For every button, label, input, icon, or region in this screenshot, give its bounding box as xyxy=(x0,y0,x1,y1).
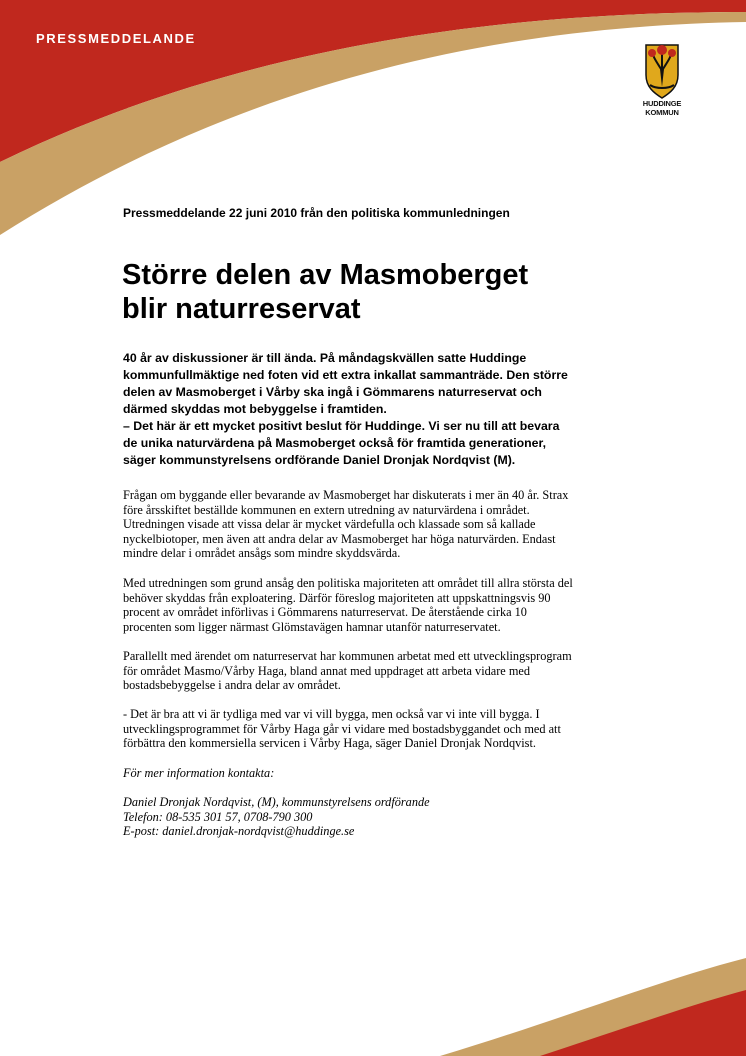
contact-heading-text: För mer information kontakta: xyxy=(123,766,275,780)
lead-line: de unika naturvärdena på Masmoberget också för framtida generationer, xyxy=(123,436,546,450)
lead-line: – Det här är ett mycket positivt beslut för Huddinge. Vi ser nu till att bevara xyxy=(123,419,560,433)
page-title xyxy=(122,258,642,326)
contact-phone: Telefon: 08-535 301 57, 0708-790 300 xyxy=(123,809,313,824)
body-line: bostadsbebyggelse i andra delar av området. xyxy=(123,678,341,693)
lead-line: därmed skyddas mot bebyggelse i framtiden. xyxy=(123,402,387,416)
contact-name: Daniel Dronjak Nordqvist, (M), kommunstyrelsens ordförande xyxy=(123,795,430,809)
body-line: Utredningen visade att vissa delar är mycket värdefulla och klassade som så kallade xyxy=(123,517,536,532)
logo-name: HUDDINGE xyxy=(642,99,682,108)
contact-heading xyxy=(123,766,663,781)
lead-paragraph xyxy=(123,350,643,469)
lead-line: delen av Masmoberget i Vårby ska ingå i Gömmarens naturreservat och xyxy=(123,385,542,399)
body-line: utvecklingsprogrammet för Vårby Haga går vi vidare med bostadsbyggandet och med att xyxy=(123,721,561,736)
huddinge-coat-of-arms-icon xyxy=(638,43,686,99)
logo-name-2: KOMMUN xyxy=(645,108,679,117)
body-line: procent av området införlivas i Gömmarens naturreservat. De återstående cirka 10 xyxy=(123,605,527,620)
lead-line: säger kommunstyrelsens ordförande Daniel Dronjak Nordqvist (M). xyxy=(123,453,516,467)
body-paragraph-3 xyxy=(123,649,663,693)
title-line: Större delen av Masmoberget xyxy=(122,259,529,291)
title-line: blir naturreservat xyxy=(122,293,361,325)
body-line: för området Masmo/Vårby Haga, bland annat med uppdraget att arbeta vidare med xyxy=(123,663,531,678)
body-line: Parallellt med ärendet om naturreservat har kommunen arbetat med ett utvecklingsprogram xyxy=(123,649,572,663)
body-line: förbättra den kommersiella servicen i Vårby Haga, säger Daniel Dronjak Nordqvist. xyxy=(123,736,536,751)
body-line: före årsskiftet beställde kommunen en extern utredning av naturvärdena i området. xyxy=(123,502,530,517)
body-line: - Det är bra att vi är tydliga med var vi vill bygga, men också var vi inte vill bygga. I xyxy=(123,707,540,721)
body-line: behöver skyddas från exploatering. Därför föreslog majoriteten att uppskattningsvis 90 xyxy=(123,590,551,605)
huddinge-logo xyxy=(638,43,686,127)
body-paragraph-2 xyxy=(123,576,663,634)
body-line: procenten som ligger närmast Glömstavägen hamnar utanför naturreservatet. xyxy=(123,619,501,634)
body-line: nyckelbiotoper, men även att andra delar av Masmoberget har höga naturvärden. Endast xyxy=(123,531,556,546)
contact-email[interactable]: E-post: daniel.dronjak-nordqvist@huddinge.se xyxy=(123,824,355,839)
body-line: Frågan om byggande eller bevarande av Masmoberget har diskuterats i mer än 40 år. Strax xyxy=(123,488,569,502)
lead-line: kommunfullmäktige ned foten vid ett extra inkallat sammanträde. Den större xyxy=(123,368,568,382)
lead-line: 40 år av diskussioner är till ända. På måndagskvällen satte Huddinge xyxy=(123,351,527,365)
body-line: Med utredningen som grund ansåg den politiska majoriteten att området till allra största del xyxy=(123,576,573,590)
contact-block xyxy=(123,795,663,839)
body-paragraph-4 xyxy=(123,707,663,751)
body-paragraph-1 xyxy=(123,488,663,561)
body-line: mindre delar i området ansågs som mindre skyddsvärda. xyxy=(123,546,401,561)
header-label: PRESSMEDDELANDE xyxy=(36,31,196,46)
dateline: Pressmeddelande 22 juni 2010 från den politiska kommunledningen xyxy=(123,206,510,220)
